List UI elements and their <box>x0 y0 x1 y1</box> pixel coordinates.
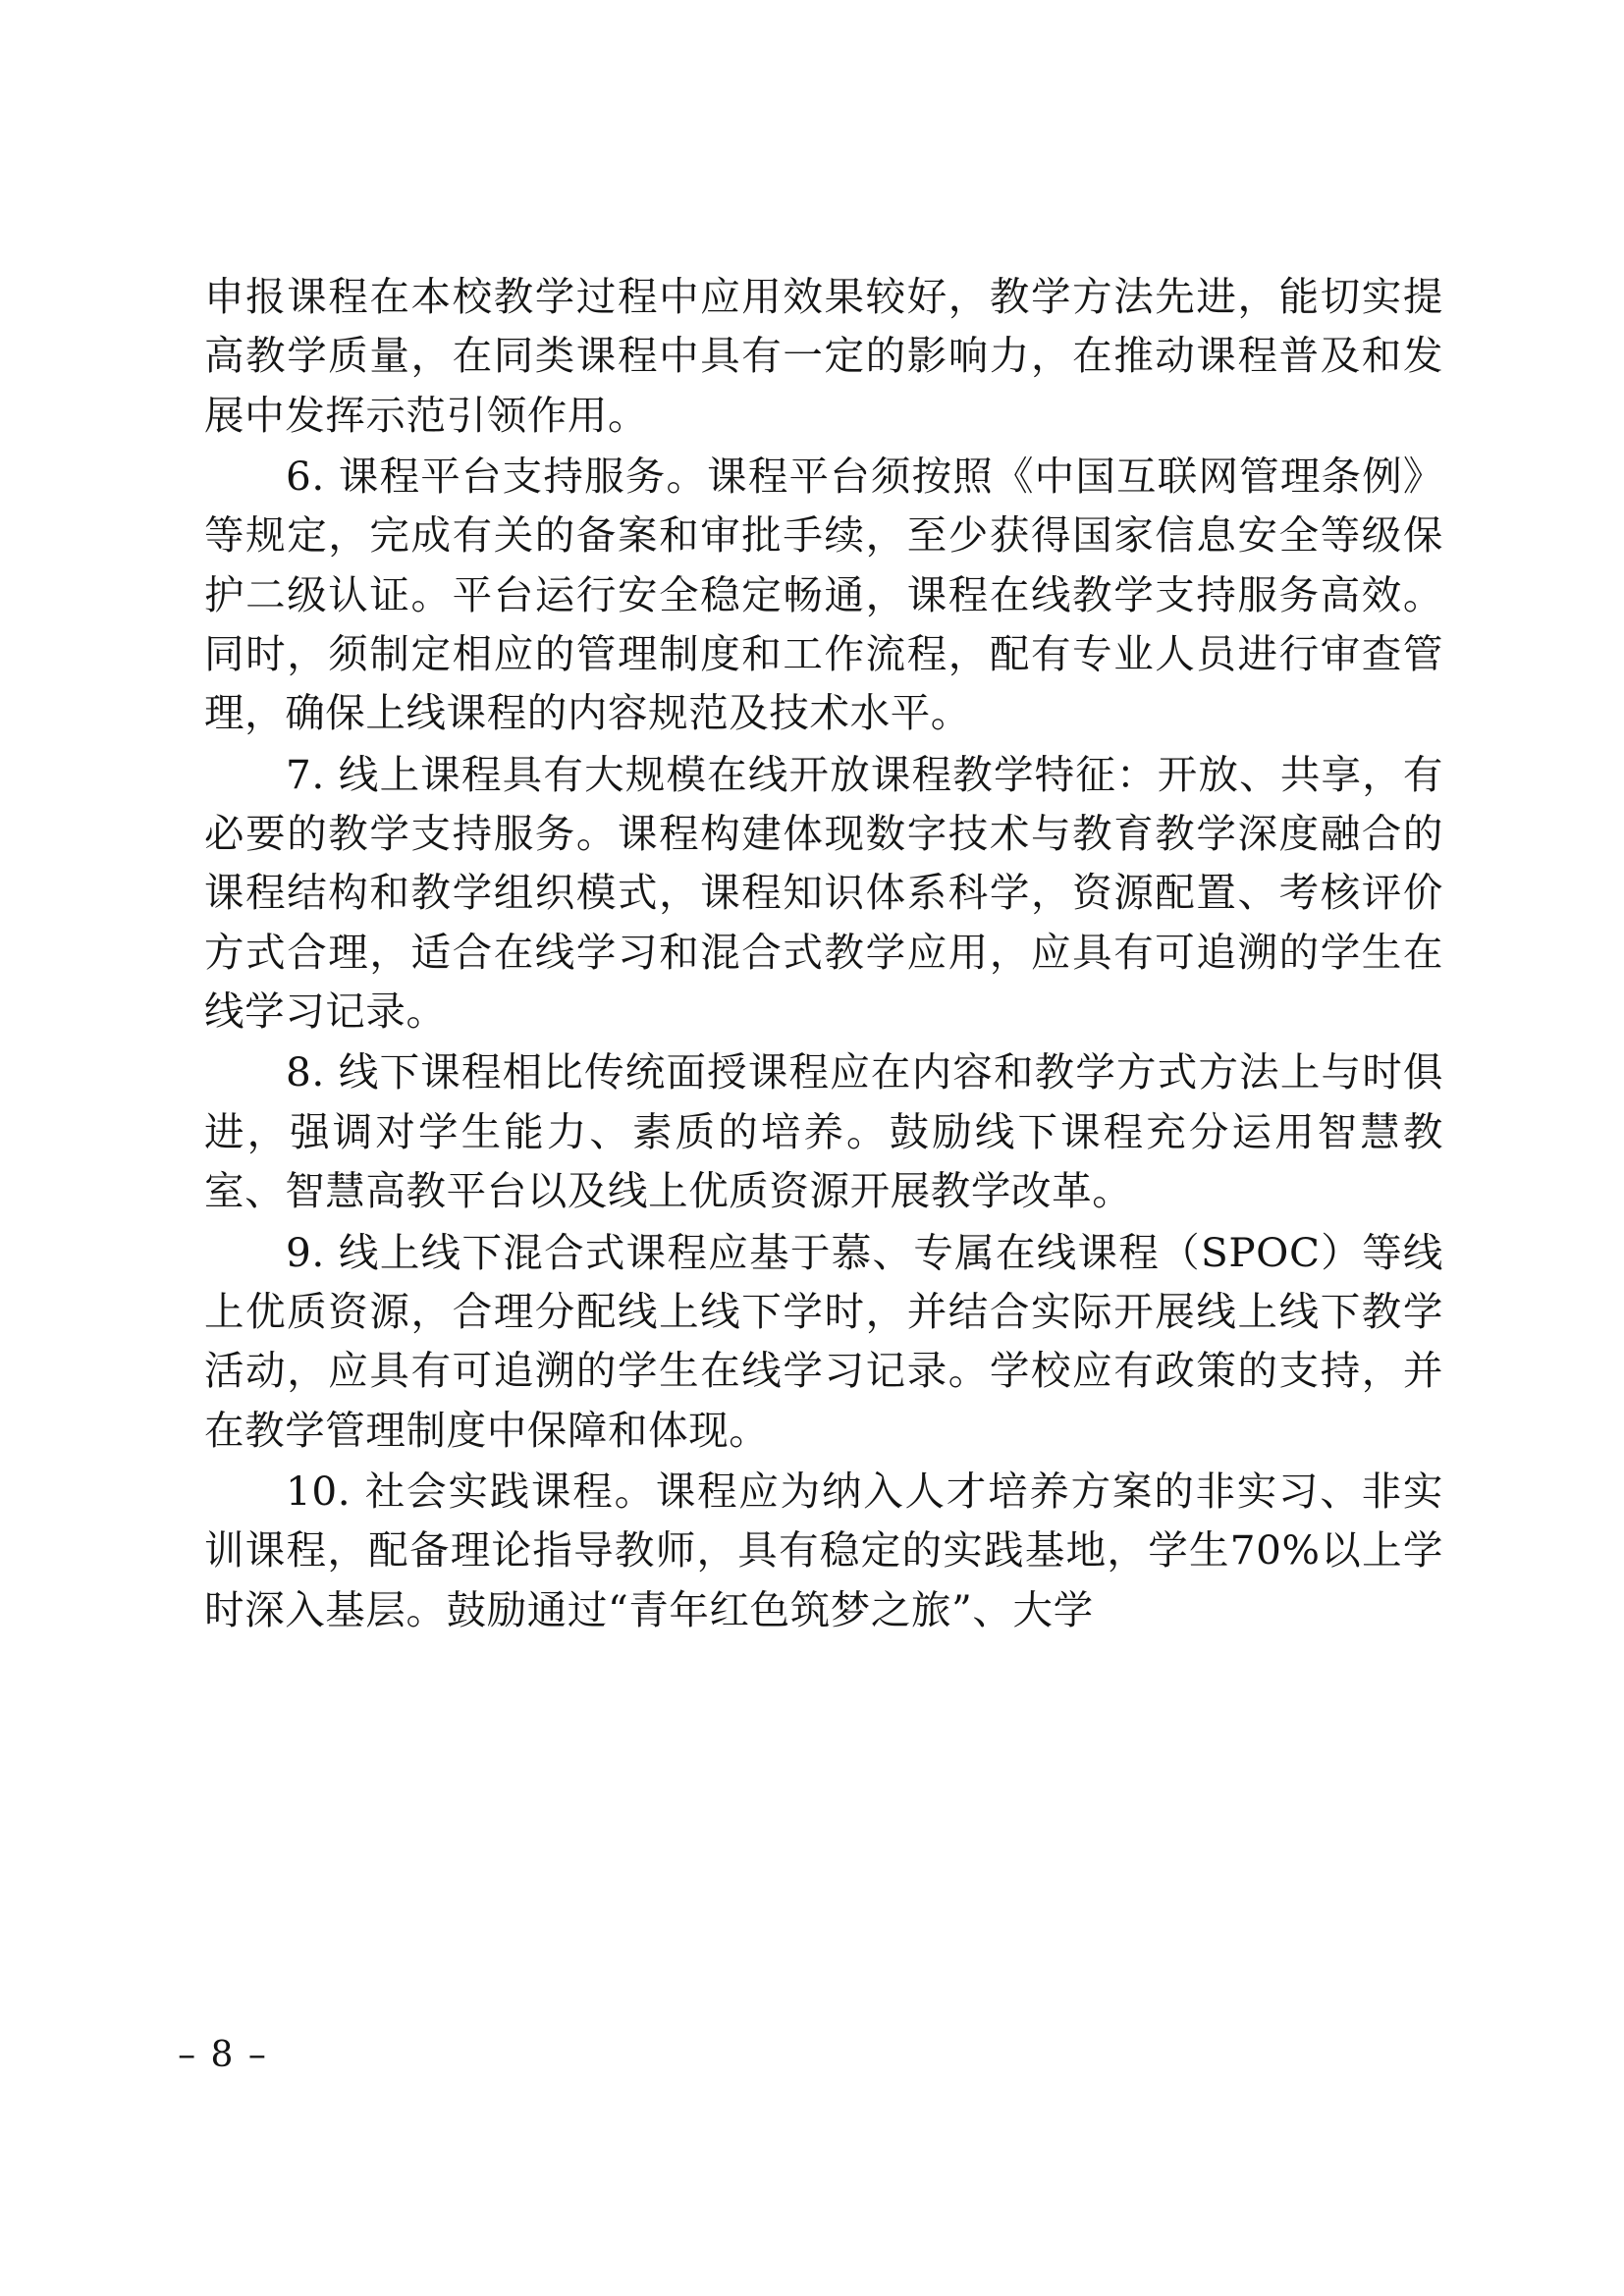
page-number: – 8 – <box>178 2035 268 2075</box>
paragraph-item-7: 7. 线上课程具有大规模在线开放课程教学特征：开放、共享，有必要的教学支持服务。课程构建体现数字技术与教育教学深度融合的课程结构和教学组织模式，课程知识体系科学，资源配置、考核评价方式合理，适合在线学习和混合式教学应用，应具有可追溯的学生在线学习记录。 <box>204 750 1443 1036</box>
paragraph-item-8: 8. 线下课程相比传统面授课程应在内容和教学方式方法上与时俱进，强调对学生能力、素质的培养。鼓励线下课程充分运用智慧教室、智慧高教平台以及线上优质资源开展教学改革。 <box>204 1048 1443 1215</box>
page-body-text <box>204 267 1443 1639</box>
page-footer <box>0 2035 1624 2075</box>
paragraph-item-10: 10. 社会实践课程。课程应为纳入人才培养方案的非实习、非实训课程，配备理论指导教师，具有稳定的实践基地，学生70%以上学时深入基层。鼓励通过“青年红色筑梦之旅”、大学 <box>204 1467 1443 1633</box>
paragraph-item-9: 9. 线上线下混合式课程应基于慕、专属在线课程（SPOC）等线上优质资源，合理分配线上线下学时，并结合实际开展线上线下教学活动，应具有可追溯的学生在线学习记录。学校应有政策的支持，并在教学管理制度中保障和体现。 <box>204 1228 1443 1454</box>
paragraph-continuation: 申报课程在本校教学过程中应用效果较好，教学方法先进，能切实提高教学质量，在同类课程中具有一定的影响力，在推动课程普及和发展中发挥示范引领作用。 <box>204 273 1443 439</box>
paragraph-item-6: 6. 课程平台支持服务。课程平台须按照《中国互联网管理条例》等规定，完成有关的备案和审批手续，至少获得国家信息安全等级保护二级认证。平台运行安全稳定畅通，课程在线教学支持服务高效。同时，须制定相应的管理制度和工作流程，配有专业人员进行审查管理，确保上线课程的内容规范及技术水平。 <box>204 453 1443 737</box>
